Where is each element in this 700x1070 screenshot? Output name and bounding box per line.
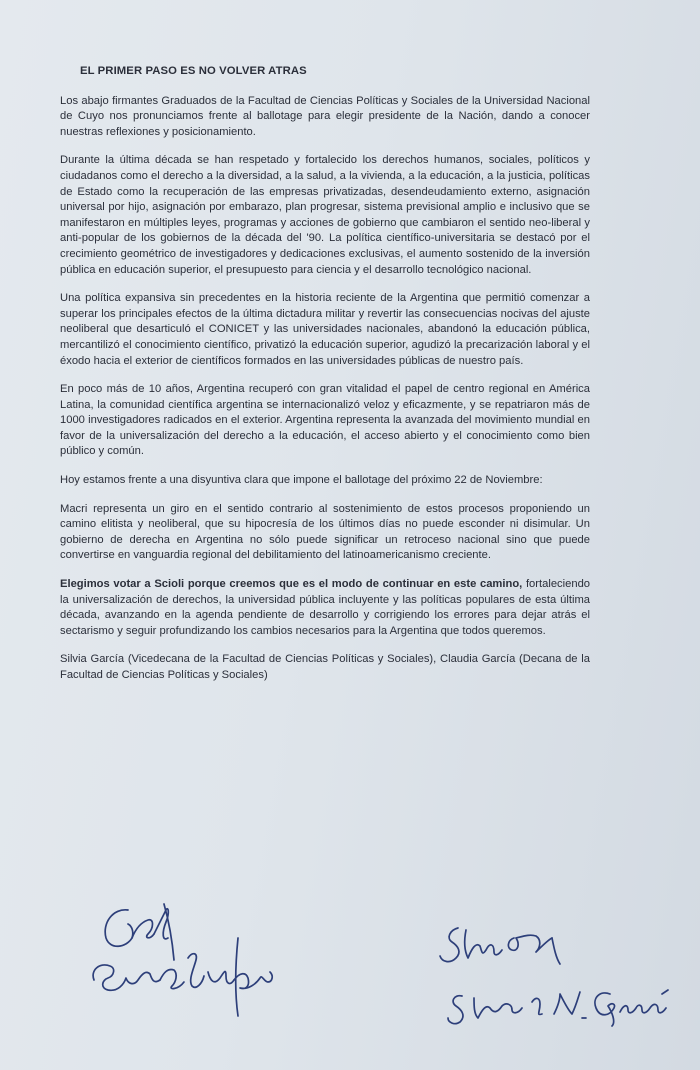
signature-right-drawing xyxy=(432,918,682,1028)
document-title: EL PRIMER PASO ES NO VOLVER ATRAS xyxy=(80,65,307,77)
paragraph-rights: Durante la última década se han respetado y fortalecido los derechos humanos, sociales, políticos y ciudadanos como el derecho a la diversidad, a la salud, a la vivienda, a la educación, a la justicia, políticas de Estado como la recuperación de las empresas privatizadas, desendeudamiento externo, asignación universal por hijo, asignación por embarazo, plan progresar, sistema previsional amplio e inclusivo que se manifestaron en múltiples leyes, programas y acciones de gobierno que cambiaron el sentido neo-liberal y anti-popular de los gobiernos de la década del '90. La política científico-universitaria se destacó por el crecimiento geométrico de investigadores y dedicaciones exclusivas, el aumento sostenido de la inversión pública en educación superior, el presupuesto para ciencia y el desarrollo tecnológico nacional. xyxy=(60,154,590,276)
signature-left xyxy=(88,898,288,1028)
paragraph-ten-years: En poco más de 10 años, Argentina recuperó con gran vitalidad el papel de centro regional en América Latina, la comunidad científica argentina se internacionalizó veloz y eficazmente, y se repatriaron más de 1000 investigadores radicados en el exterior. Argentina representa la avanzada del movimiento mundial en favor de la universalización del derecho a la educación, el acceso abierto y el conocimiento como bien público y común. xyxy=(60,383,590,458)
paragraph-macri: Macri representa un giro en el sentido contrario al sostenimiento de estos procesos proponiendo un camino elitista y neoliberal, que su hipocresía de los últimos días no puede esconder ni disimular. Un gobierno de derecha en Argentina no sólo puede significar un retroceso nacional sino que puede convertirse en vanguardia regional del debilitamiento del latinoamericanismo creciente. xyxy=(60,502,590,562)
closing-bold-statement: Elegimos votar a Scioli porque creemos que es el modo de continuar en este camino, xyxy=(60,578,523,591)
document-body xyxy=(54,58,590,684)
paragraph-policy: Una política expansiva sin precedentes en la historia reciente de la Argentina que permitió comenzar a superar los principales efectos de la última dictadura militar y revertir las consecuencias nocivas del ajuste neoliberal que desarticuló el CONICET y las universidades nacionales, abandonó la educación pública, mercantilizó el conocimiento científico, privatizó la educación superior, agudizó la precarización laboral y el éxodo hacia el exterior de científicos formados en las universidades públicas de nuestro país. xyxy=(60,292,590,367)
signature-left-drawing xyxy=(88,898,288,1028)
signature-right xyxy=(432,918,682,1028)
signers-line: Silvia García (Vicedecana de la Facultad de Ciencias Políticas y Sociales), Claudia García (Decana de la Facultad de Ciencias Políticas y Sociales) xyxy=(60,653,590,681)
closing-rest: fortaleciendo la universalización de derechos, la universidad pública incluyente y las políticas populares de esta última década, avanzando en la agenda pendiente de desarrollo y corrigiendo los errores para dejar atrás el sectarismo y seguir profundizando los cambios necesarios para la Argentina que todos queremos. xyxy=(60,578,591,637)
paragraph-ballotage: Hoy estamos frente a una disyuntiva clara que impone el ballotage del próximo 22 de Noviembre: xyxy=(60,474,543,487)
paragraph-intro: Los abajo firmantes Graduados de la Facultad de Ciencias Políticas y Sociales de la Universidad Nacional de Cuyo nos pronunciamos frente al ballotage para elegir presidente de la Nación, dando a conocer nuestras reflexiones y posicionamiento. xyxy=(60,94,590,138)
paragraph-closing xyxy=(54,577,590,639)
